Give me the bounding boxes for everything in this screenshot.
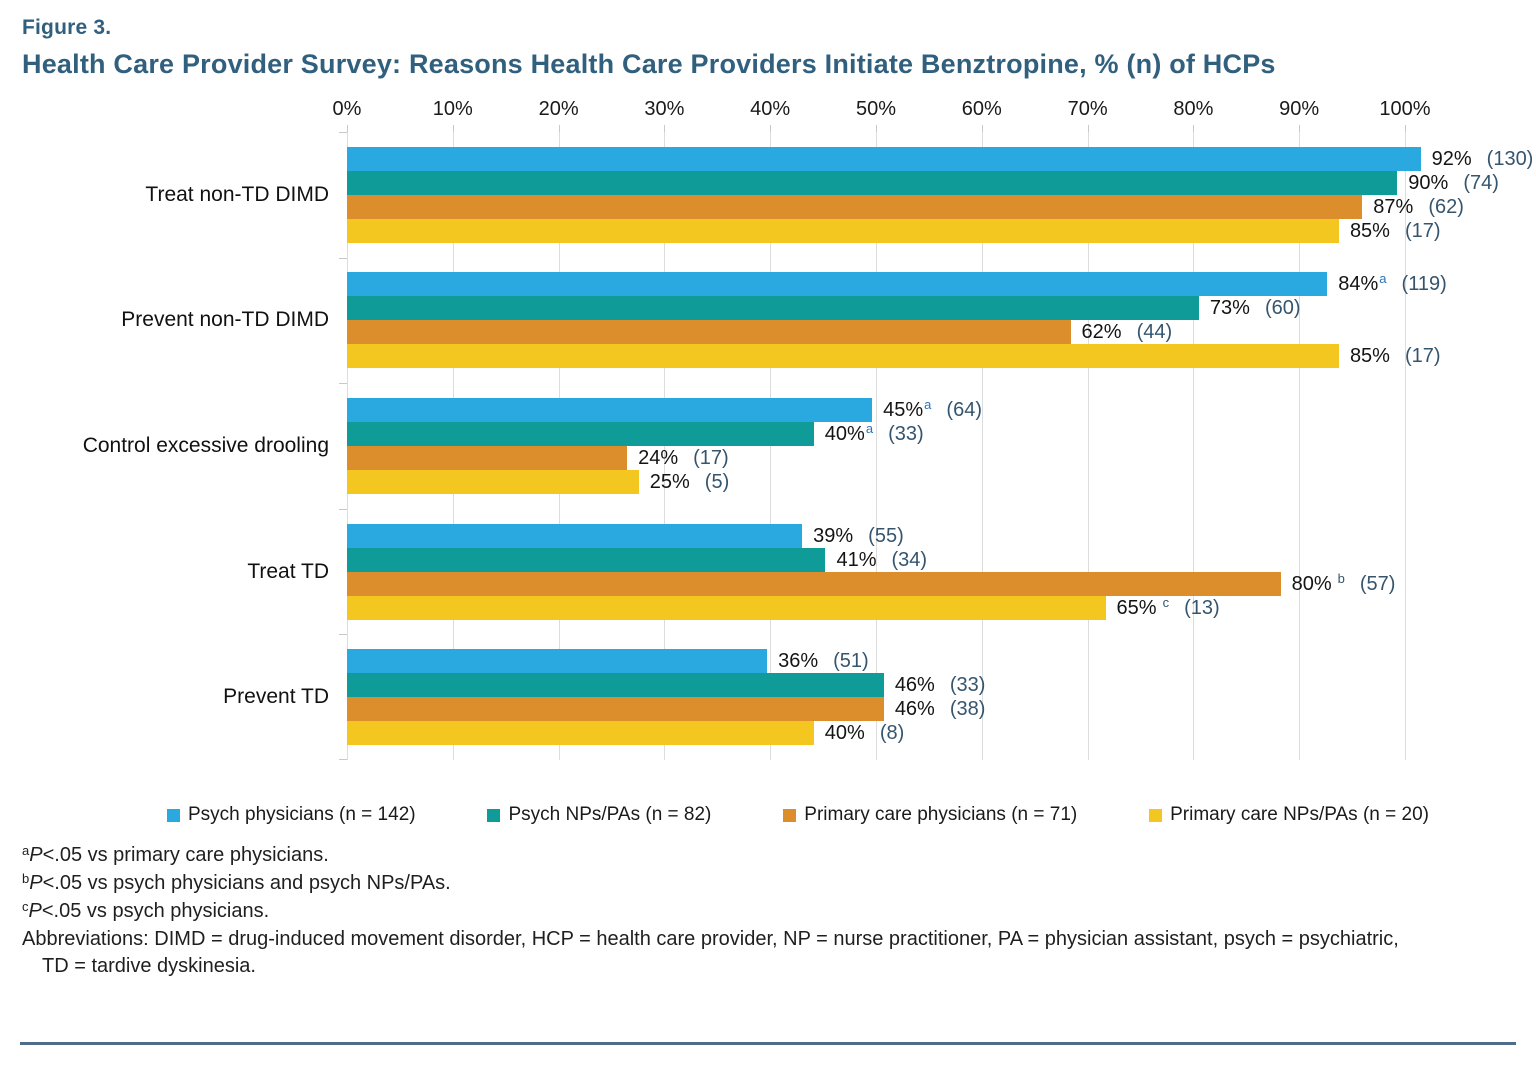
bar [347, 721, 814, 745]
bar [347, 422, 814, 446]
bottom-rule [20, 1042, 1516, 1045]
category-label: Treat TD [247, 559, 329, 583]
bar-value-label [778, 649, 869, 673]
footnote-line [22, 842, 1514, 870]
footnote-line [22, 870, 1514, 898]
bar-row [347, 596, 1514, 620]
bar-value-label [1350, 219, 1441, 243]
x-axis-tick-label: 10% [432, 98, 473, 120]
bar-value-label [883, 398, 982, 422]
x-axis-tick-mark [1405, 125, 1406, 132]
bar [347, 344, 1339, 368]
legend-color-marker [487, 809, 500, 822]
bar [347, 398, 872, 422]
bar-count-value: (74) [1463, 171, 1499, 194]
footnote-text: <.05 vs psych physicians and psych NPs/PAs. [42, 872, 451, 894]
bar-percent-value: 46% [894, 674, 935, 697]
legend-item [487, 804, 711, 826]
chart-title: Health Care Provider Survey: Reasons Health Care Providers Initiate Benztropine, % (n) of HCPs [22, 49, 1276, 79]
legend-color-marker [783, 809, 796, 822]
bar-percent-value: 92% [1431, 147, 1472, 170]
bar [347, 147, 1421, 171]
significance-superscript: a [1379, 271, 1387, 287]
category-label: Control excessive drooling [82, 433, 329, 457]
bar-value-label [825, 721, 904, 745]
legend-label: Primary care NPs/PAs (n = 20) [1170, 804, 1429, 825]
bars-cell [347, 132, 1534, 258]
category-label: Prevent non-TD DIMD [121, 308, 329, 332]
footnote-stat-symbol: P [28, 900, 42, 922]
legend-label: Primary care physicians (n = 71) [804, 804, 1078, 825]
x-axis-tick-mark [453, 125, 454, 132]
abbreviations-line-2: TD = tardive dyskinesia. [42, 955, 256, 977]
x-axis-tick-mark [1299, 125, 1300, 132]
bar-count-value: (55) [868, 524, 904, 547]
footnote-superscript: a [22, 843, 30, 858]
footnote-text: <.05 vs primary care physicians. [42, 844, 329, 866]
bars-stack [347, 524, 1514, 620]
bar-value-label [1338, 272, 1446, 296]
bar-row [347, 721, 1514, 745]
bar-percent-value: 45% [883, 398, 924, 421]
footnote-line [22, 898, 1514, 926]
footnote-superscript: c [22, 899, 29, 914]
bar-count-value: (130) [1486, 147, 1534, 170]
bars-cell [347, 634, 1514, 760]
bar-percent-value: 40% [824, 422, 865, 445]
bar [347, 548, 825, 572]
x-axis-tick-label: 40% [750, 98, 791, 120]
x-axis-tick-mark [1193, 125, 1194, 132]
bar [347, 320, 1071, 344]
bar-percent-value: 36% [778, 650, 819, 673]
bar-count-value: (5) [704, 470, 730, 493]
bar-count-value: (34) [891, 548, 928, 571]
category-label: Prevent TD [223, 685, 329, 709]
bars-stack [347, 649, 1514, 745]
x-axis-tick-mark [559, 125, 560, 132]
bar-value-label [1292, 572, 1396, 596]
x-axis-tick-label: 100% [1379, 98, 1431, 120]
x-axis-tick-label: 90% [1279, 98, 1320, 120]
bar-row [347, 195, 1514, 219]
bar-value-label [825, 422, 924, 446]
bar-group [22, 383, 1514, 509]
bar-row [347, 147, 1534, 171]
bar [347, 219, 1339, 243]
bar-value-label [1350, 344, 1441, 368]
footnote-stat-symbol: P [29, 844, 43, 866]
bar-value-label [895, 697, 986, 721]
bar-count-value: (60) [1264, 297, 1301, 320]
legend-item [167, 804, 416, 826]
bar-group [22, 258, 1514, 384]
legend-item [783, 804, 1077, 826]
legend-item [1149, 804, 1429, 826]
x-axis-tick-label: 0% [332, 98, 362, 120]
bar-count-value: (33) [949, 674, 986, 697]
bar-value-label [1432, 147, 1534, 171]
abbreviations-line-1: Abbreviations: DIMD = drug-induced movement disorder, HCP = health care provider, NP = nurse practitioner, PA = physician assistant, psych = psychiatric, [22, 928, 1399, 950]
bar-value-label [650, 470, 729, 494]
bar-count-value: (17) [1404, 219, 1441, 242]
bar-value-label [638, 446, 729, 470]
significance-superscript: a [924, 396, 932, 412]
bar-value-label [1373, 195, 1464, 219]
bars-cell [347, 258, 1514, 384]
x-axis-tick-label: 50% [855, 98, 897, 120]
bar-row [347, 422, 1514, 446]
bar [347, 296, 1199, 320]
bar-value-label [1408, 171, 1499, 195]
bar-count-value: (17) [1404, 345, 1441, 368]
bar-row [347, 548, 1514, 572]
bars-stack [347, 272, 1514, 368]
bar-percent-value: 25% [649, 470, 690, 493]
bars-stack [347, 147, 1534, 243]
bar [347, 649, 767, 673]
bar-percent-value: 41% [836, 548, 877, 571]
bar-value-label [836, 548, 927, 572]
x-axis-tick-label: 60% [961, 98, 1002, 120]
bar-count-value: (17) [693, 446, 729, 469]
bar-row [347, 398, 1514, 422]
x-axis-tick-mark [770, 125, 771, 132]
bar [347, 195, 1362, 219]
significance-superscript: c [1162, 594, 1170, 610]
bar-percent-value: 85% [1349, 219, 1390, 242]
category-label: Treat non-TD DIMD [145, 182, 329, 206]
bar-percent-value: 46% [894, 698, 935, 721]
footnote-text: <.05 vs psych physicians. [41, 900, 270, 922]
bar-value-label [895, 673, 986, 697]
bar-group [22, 132, 1534, 258]
significance-superscript: a [865, 420, 874, 436]
bar [347, 272, 1327, 296]
x-axis-tick-mark [664, 125, 665, 132]
bar-row [347, 219, 1514, 243]
bar-count-value: (13) [1184, 596, 1220, 619]
bar-row [347, 697, 1514, 721]
bar-percent-value: 62% [1081, 321, 1122, 344]
bar-chart [22, 96, 1534, 760]
bar-count-value: (62) [1428, 195, 1464, 218]
bar-percent-value: 85% [1349, 345, 1390, 368]
bar-percent-value: 80% [1291, 572, 1332, 595]
bar [347, 697, 884, 721]
bar-row [347, 320, 1514, 344]
figure-number-label: Figure 3. [22, 16, 112, 39]
bar-row [347, 470, 1514, 494]
bars-cell [347, 509, 1514, 635]
x-axis-tick-label: 30% [644, 98, 685, 120]
legend-color-marker [167, 809, 180, 822]
bar-percent-value: 84% [1338, 273, 1379, 296]
bar [347, 171, 1397, 195]
x-axis-tick-mark [876, 125, 877, 132]
bar-count-value: (44) [1136, 321, 1173, 344]
legend-label: Psych physicians (n = 142) [188, 804, 416, 825]
bar-percent-value: 40% [824, 722, 865, 745]
bar [347, 572, 1281, 596]
bar-count-value: (64) [946, 398, 982, 421]
bar-count-value: (119) [1401, 273, 1447, 296]
x-axis-tick-mark [982, 125, 983, 132]
bar-percent-value: 87% [1373, 195, 1414, 218]
bar-row [347, 171, 1514, 195]
bar-row [347, 673, 1514, 697]
x-axis-tick-mark [347, 125, 348, 132]
bar [347, 673, 884, 697]
bar-count-value: (51) [833, 650, 869, 673]
bar-value-label [1082, 320, 1173, 344]
x-axis-tick-label: 20% [538, 98, 579, 120]
footnote-stat-symbol: P [29, 872, 43, 894]
footnote-superscript: b [22, 871, 30, 886]
bar-value-label [1210, 296, 1301, 320]
bar-value-label [813, 524, 904, 548]
legend [167, 804, 1429, 826]
bar-row [347, 272, 1514, 296]
bar-percent-value: 24% [638, 446, 679, 469]
bars-stack [347, 398, 1514, 494]
bar-groups [22, 132, 1534, 760]
bar-row [347, 296, 1514, 320]
bar-row [347, 524, 1514, 548]
x-axis-tick-label: 70% [1067, 98, 1108, 120]
bar-percent-value: 39% [813, 524, 854, 547]
bars-cell [347, 383, 1514, 509]
bar-percent-value: 90% [1408, 171, 1449, 194]
bar-row [347, 344, 1514, 368]
footnotes [22, 842, 1514, 980]
bar-percent-value: 65% [1116, 596, 1157, 619]
plot-area [22, 132, 1534, 760]
bar-group [22, 509, 1514, 635]
bar-count-value: (38) [949, 698, 986, 721]
bar-row [347, 572, 1514, 596]
bar-row [347, 446, 1514, 470]
bar-count-value: (57) [1359, 572, 1396, 595]
bar-count-value: (8) [879, 722, 905, 745]
x-axis-tick-mark [1088, 125, 1089, 132]
legend-color-marker [1149, 809, 1162, 822]
bar-value-label [1117, 596, 1220, 620]
x-axis-tick-label: 80% [1173, 98, 1214, 120]
legend-label: Psych NPs/PAs (n = 82) [508, 804, 712, 825]
bar-group [22, 634, 1514, 760]
bar [347, 470, 639, 494]
bar-count-value: (33) [888, 422, 924, 445]
bar [347, 524, 802, 548]
bar-percent-value: 73% [1209, 297, 1250, 320]
bar-row [347, 649, 1514, 673]
bar [347, 446, 627, 470]
footnote-list [22, 842, 1514, 926]
bar [347, 596, 1106, 620]
x-axis [332, 96, 1431, 132]
significance-superscript: b [1337, 570, 1345, 586]
